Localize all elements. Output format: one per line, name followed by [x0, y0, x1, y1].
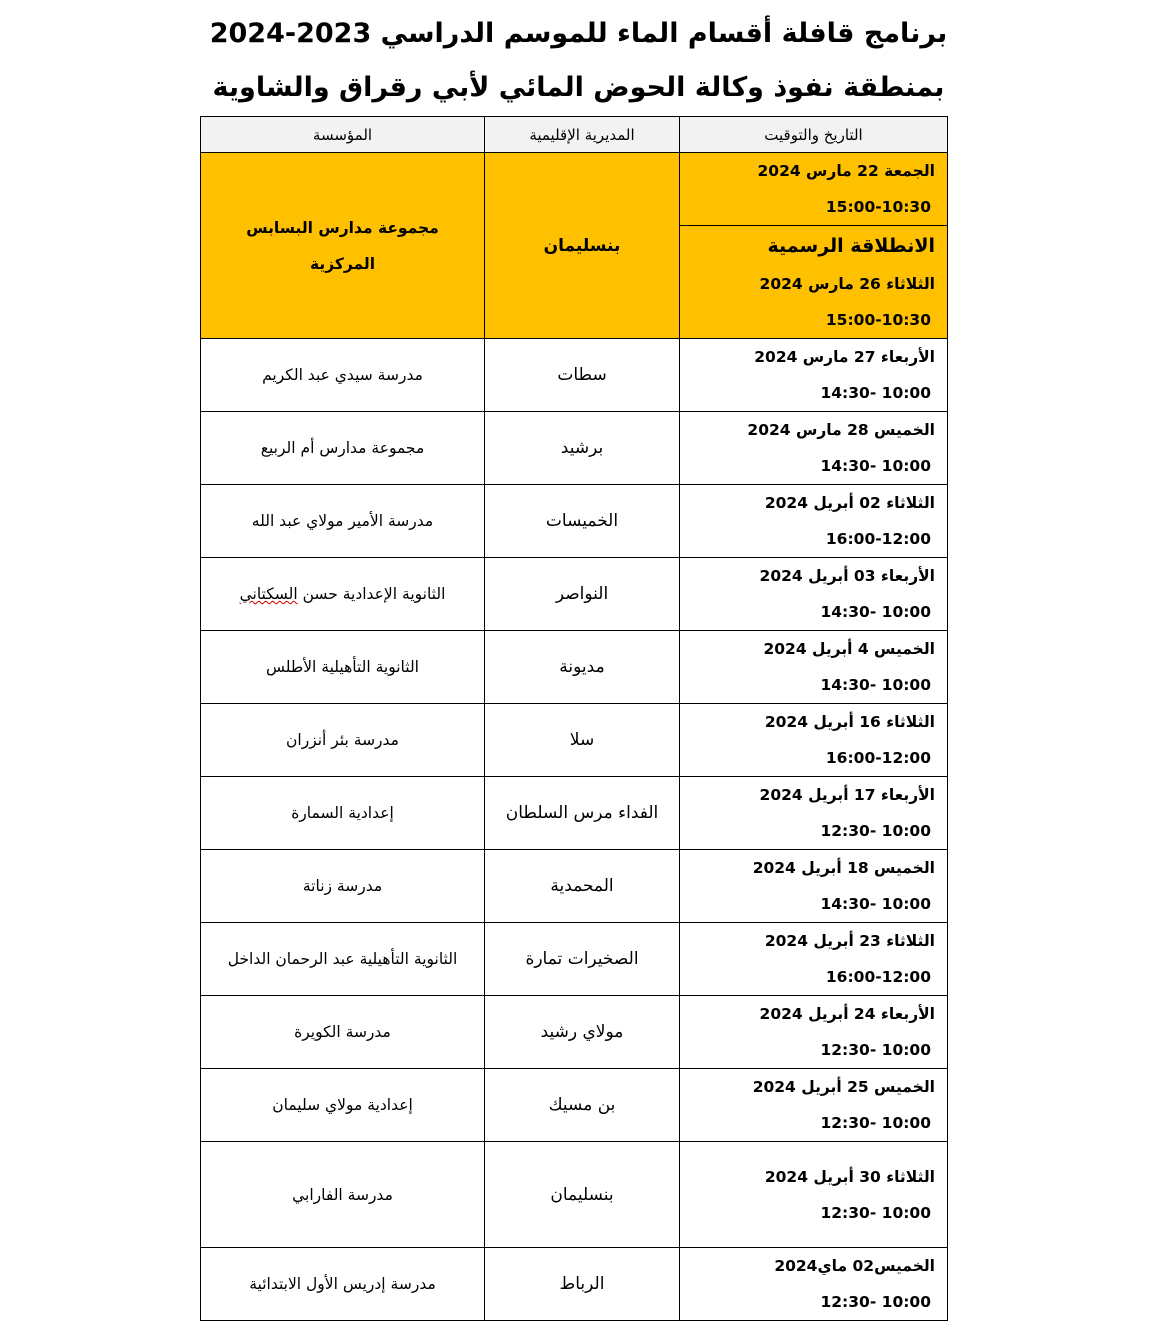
time-text: 16:00-12:00 [825, 968, 931, 986]
institution-text: الثانوية الإعدادية حسن [297, 585, 446, 603]
directorate-cell: مولاي رشيد [485, 996, 680, 1069]
launch-text: الانطلاقة الرسمية [767, 235, 935, 257]
institution-cell: مجموعة مدارس أم الربيع [201, 412, 485, 485]
directorate-cell: بن مسيك [485, 1069, 680, 1142]
table-row [201, 1069, 948, 1142]
date-text: الأربعاء 24 أبريل 2024 [759, 1005, 935, 1023]
date-text: الأربعاء 17 أبريل 2024 [759, 786, 935, 804]
time-text: 10:00 -14:30 [820, 676, 931, 694]
date-cell [680, 558, 948, 631]
title-line-1: برنامج قافلة أقسام الماء للموسم الدراسي 2023-2024 [209, 18, 948, 49]
directorate-cell: مديونة [485, 631, 680, 704]
header-institution: المؤسسة [201, 117, 485, 153]
date-cell [680, 777, 948, 850]
directorate-cell: الصخيرات تمارة [485, 923, 680, 996]
time-text: 10:00 -12:30 [820, 1203, 931, 1222]
header-date: التاريخ والتوقيت [680, 117, 948, 153]
time-text: 10:00 -14:30 [820, 457, 931, 475]
table-row [201, 923, 948, 996]
time-text: 10:00 -14:30 [820, 384, 931, 402]
directorate-cell: بنسليمان [485, 1142, 680, 1248]
time-text: 16:00-12:00 [825, 749, 931, 767]
time-text: 10:00 -12:30 [820, 822, 931, 840]
table-row [201, 1248, 948, 1321]
table-row [201, 631, 948, 704]
table-row [201, 1142, 948, 1248]
institution-cell: إعدادية السمارة [201, 777, 485, 850]
date-cell [680, 153, 948, 226]
directorate-cell: بنسليمان [485, 153, 680, 339]
date-text: الخميس 18 أبريل 2024 [752, 859, 935, 877]
institution-cell: الثانوية التأهيلية عبد الرحمان الداخل [201, 923, 485, 996]
table-header-row [201, 117, 948, 153]
time-text: 10:00 -12:30 [820, 1041, 931, 1059]
date-text: الثلاثاء 16 أبريل 2024 [764, 713, 935, 731]
institution-cell: الثانوية التأهيلية الأطلس [201, 631, 485, 704]
table-row [201, 704, 948, 777]
directorate-cell: سطات [485, 339, 680, 412]
date-text: الثلاثاء 30 أبريل 2024 [764, 1167, 935, 1186]
header-directorate: المديرية الإقليمية [485, 117, 680, 153]
date-cell [680, 485, 948, 558]
date-text: الثلاثاء 23 أبريل 2024 [764, 932, 935, 950]
institution-cell: مدرسة الفارابي [201, 1142, 485, 1248]
title-line-2: بمنطقة نفوذ وكالة الحوض المائي لأبي رقراق والشاوية [212, 72, 945, 103]
directorate-cell: النواصر [485, 558, 680, 631]
time-text: 10:00 -14:30 [820, 603, 931, 621]
institution-cell: مدرسة زناتة [201, 850, 485, 923]
table-row [201, 485, 948, 558]
directorate-cell: برشيد [485, 412, 680, 485]
institution-cell: مدرسة الأمير مولاي عبد الله [201, 485, 485, 558]
institution-cell: مجموعة مدارس البسابس المركزية [201, 153, 485, 339]
time-text: 10:00 -14:30 [820, 895, 931, 913]
date-cell [680, 1069, 948, 1142]
date-text: الثلاثاء 02 أبريل 2024 [764, 494, 935, 512]
date-text: الأربعاء 03 أبريل 2024 [759, 567, 935, 585]
institution-cell [201, 558, 485, 631]
date-cell [680, 226, 948, 339]
date-text: الخميس 4 أبريل 2024 [763, 640, 935, 658]
date-cell [680, 704, 948, 777]
date-cell [680, 996, 948, 1069]
institution-cell: مدرسة الكويرة [201, 996, 485, 1069]
date-cell [680, 339, 948, 412]
institution-cell: مدرسة بئر أنزران [201, 704, 485, 777]
date-cell [680, 1248, 948, 1321]
institution-cell: إعدادية مولاي سليمان [201, 1069, 485, 1142]
date-text: الخميس 28 مارس 2024 [747, 421, 935, 439]
date-cell [680, 631, 948, 704]
institution-cell: مدرسة سيدي عبد الكريم [201, 339, 485, 412]
table-row [201, 412, 948, 485]
time-text: 10:00 -12:30 [820, 1293, 931, 1311]
date-cell [680, 1142, 948, 1248]
directorate-cell: المحمدية [485, 850, 680, 923]
date-cell [680, 850, 948, 923]
date-text: الخميس 25 أبريل 2024 [752, 1078, 935, 1096]
date-cell [680, 923, 948, 996]
table-row [201, 558, 948, 631]
date-text: الثلاثاء 26 مارس 2024 [759, 275, 935, 293]
time-text: 10:00 -12:30 [820, 1114, 931, 1132]
directorate-cell: الخميسات [485, 485, 680, 558]
table-row [201, 996, 948, 1069]
table-row [201, 850, 948, 923]
time-text: 15:00-10:30 [825, 311, 931, 329]
directorate-cell: سلا [485, 704, 680, 777]
directorate-cell: الفداء مرس السلطان [485, 777, 680, 850]
table-row-highlight-1 [201, 153, 948, 226]
date-text: الأربعاء 27 مارس 2024 [754, 348, 935, 366]
date-text: الخميس02 ماي2024 [774, 1257, 935, 1275]
time-text: 16:00-12:00 [825, 530, 931, 548]
time-text: 15:00-10:30 [825, 198, 931, 216]
date-cell [680, 412, 948, 485]
institution-cell: مدرسة إدريس الأول الابتدائية [201, 1248, 485, 1321]
table-row [201, 339, 948, 412]
table-row [201, 777, 948, 850]
spellcheck-marked-word: السكتاني [239, 585, 298, 603]
schedule-table [200, 116, 948, 1321]
directorate-cell: الرباط [485, 1248, 680, 1321]
date-text: الجمعة 22 مارس 2024 [757, 162, 935, 180]
